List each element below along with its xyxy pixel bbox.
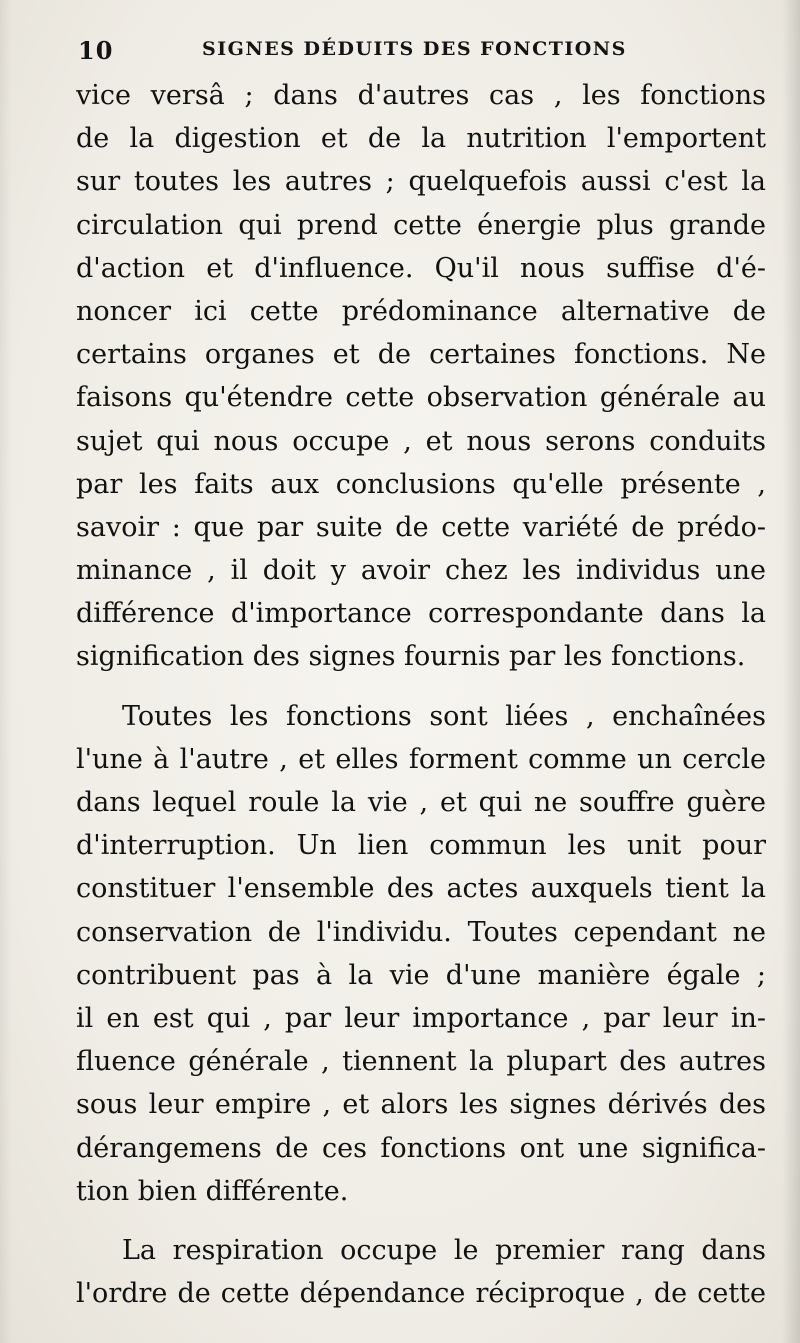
text-line: sous leur empire , et alors les signes dérivés des bbox=[76, 1089, 766, 1121]
text-line: circulation qui prend cette énergie plus grande bbox=[76, 209, 766, 241]
page-edge-shadow-right bbox=[782, 0, 800, 1343]
paragraph-2 bbox=[76, 695, 766, 1213]
paragraph-1 bbox=[76, 74, 766, 679]
paragraph-gap bbox=[76, 1213, 766, 1229]
text-line: l'ordre de cette dépendance réciproque , de cette bbox=[76, 1278, 766, 1310]
paragraph-gap bbox=[76, 679, 766, 695]
text-line: savoir : que par suite de cette variété de prédo- bbox=[76, 511, 766, 543]
text-line: Toutes les fonctions sont liées , enchaînées bbox=[122, 700, 766, 732]
text-line: sujet qui nous occupe , et nous serons conduits bbox=[76, 425, 766, 457]
text-line: signification des signes fournis par les fonctions. bbox=[76, 641, 746, 673]
text-line: l'une à l'autre , et elles forment comme un cercle bbox=[76, 743, 766, 775]
text-line: minance , il doit y avoir chez les individus une bbox=[76, 555, 766, 587]
text-line: vice versâ ; dans d'autres cas , les fonctions bbox=[76, 80, 766, 111]
text-line: fluence générale , tiennent la plupart des autres bbox=[76, 1046, 766, 1078]
text-line: d'action et d'influence. Qu'il nous suffise d'é- bbox=[76, 252, 766, 284]
page-number: 10 bbox=[78, 36, 114, 65]
text-line: dérangemens de ces fonctions ont une significa- bbox=[76, 1132, 766, 1164]
text-line: conservation de l'individu. Toutes cependant ne bbox=[76, 916, 766, 948]
text-line: certains organes et de certaines fonctions. Ne bbox=[76, 339, 766, 371]
page-edge-shadow-left bbox=[0, 0, 12, 1343]
text-line: dans lequel roule la vie , et qui ne souffre guère bbox=[76, 787, 766, 818]
text-line: faisons qu'étendre cette observation générale au bbox=[76, 382, 766, 414]
running-head: SIGNES DÉDUITS DES FONCTIONS bbox=[202, 38, 627, 60]
text-line: sur toutes les autres ; quelquefois aussi c'est la bbox=[76, 166, 766, 198]
text-line: différence d'importance correspondante dans la bbox=[76, 598, 766, 630]
text-line: il en est qui , par leur importance , par leur in- bbox=[76, 1002, 766, 1034]
text-line: constituer l'ensemble des actes auxquels tient la bbox=[76, 873, 766, 905]
paragraph-3 bbox=[76, 1229, 766, 1315]
text-line: noncer ici cette prédominance alternative de bbox=[76, 295, 766, 327]
text-line: d'interruption. Un lien commun les unit pour bbox=[76, 830, 766, 862]
body-text bbox=[76, 74, 766, 1315]
text-line: de la digestion et de la nutrition l'emportent bbox=[76, 123, 766, 155]
text-line: tion bien différente. bbox=[76, 1175, 349, 1207]
text-line: La respiration occupe le premier rang dans bbox=[122, 1234, 766, 1266]
text-line: par les faits aux conclusions qu'elle présente , bbox=[76, 468, 766, 500]
page-header bbox=[78, 36, 768, 72]
text-line: contribuent pas à la vie d'une manière égale ; bbox=[76, 959, 766, 991]
